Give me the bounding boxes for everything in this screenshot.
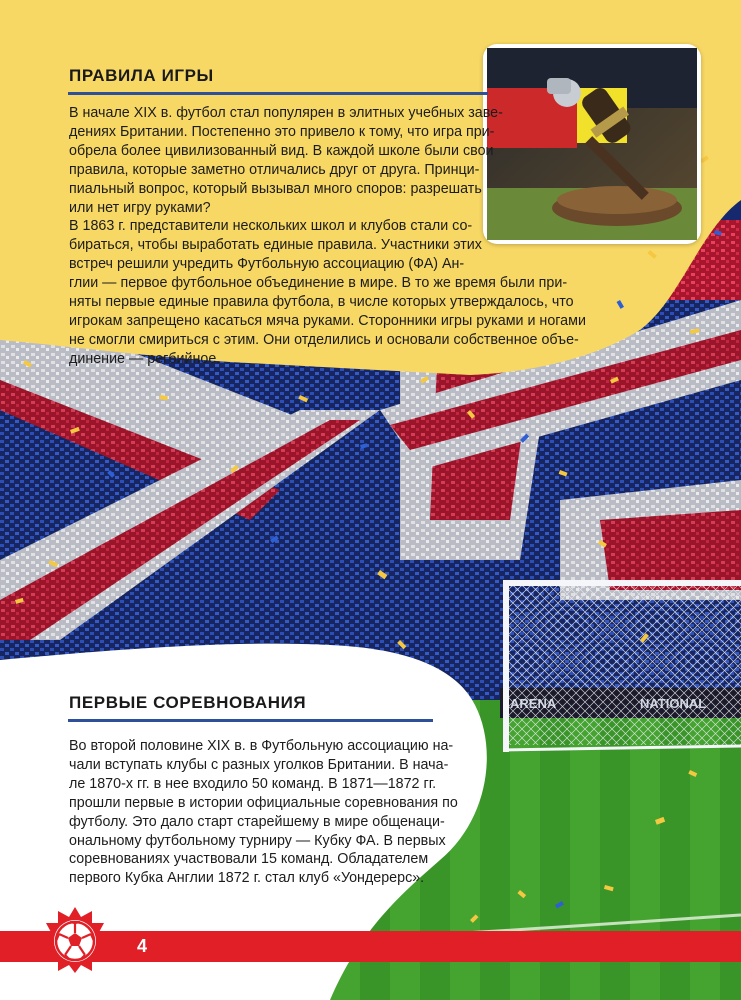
text-line: глии — первое футбольное объединение в мире. В то же время были при- [69,275,568,292]
section-heading-rules: ПРАВИЛА ИГРЫ [69,66,214,85]
text-line: В 1863 г. представители нескольких школ и клубов стали со- [69,218,473,235]
text-line: пиальный вопрос, который вызывал много споров: разрешать [69,180,482,197]
text-line: В начале XIX в. футбол стал популярен в элитных учебных заве- [69,105,503,121]
soccer-ball-icon [40,905,110,975]
text-line: ле 1870-х гг. в нее входило 50 команд. В 1871—1872 гг. [69,775,437,792]
heading-underline [68,92,488,95]
text-line: ональному футбольному турниру — Кубку ФА. В первых [69,832,446,849]
text-line: обрела более цивилизованный вид. В каждой школе были свои [69,142,494,159]
footer-bar [0,931,741,962]
text-line: или нет игру руками? [69,199,211,216]
competitions-paragraph [69,737,458,888]
text-line: встреч решили учредить Футбольную ассоциацию (ФА) Ан- [69,256,465,273]
goal-net [503,580,741,752]
text-line: правила, которые заметно отличались друг от друга. Принци- [69,161,480,178]
section-heading-competitions: ПЕРВЫЕ СОРЕВНОВАНИЯ [69,693,307,712]
text-line: футболу. Это дало старт старейшему в мире общенаци- [69,813,445,830]
text-line: соревнованиях участвовали 15 команд. Обладателем [69,851,429,868]
text-line: бираться, чтобы выработать единые правила. Участники этих [69,237,482,254]
text-line: няты первые единые правила футбола, в числе которых утверждалось, что [69,294,574,311]
text-line: дениях Британии. Постепенно это привело к тому, что игра при- [69,123,495,140]
page-number: 4 [137,936,148,956]
rules-paragraph [69,104,586,369]
text-line: динение — регбийное. [69,350,221,367]
heading-underline [68,719,433,722]
text-line: прошли первые в истории официальные соревнования по [69,794,458,811]
text-line: чали вступать клубы с разных уголков Британии. В нача- [69,756,449,773]
text-line: не смогли смириться с этим. Они отделились и основали собственное объе- [69,331,579,348]
text-line: Во второй половине XIX в. в Футбольную ассоциацию на- [69,738,454,754]
text-line: первого Кубка Англии 1872 г. стал клуб «Уондерерс». [69,870,425,887]
text-line: игрокам запрещено касаться мяча руками. Сторонники игры руками и ногами [69,312,586,329]
